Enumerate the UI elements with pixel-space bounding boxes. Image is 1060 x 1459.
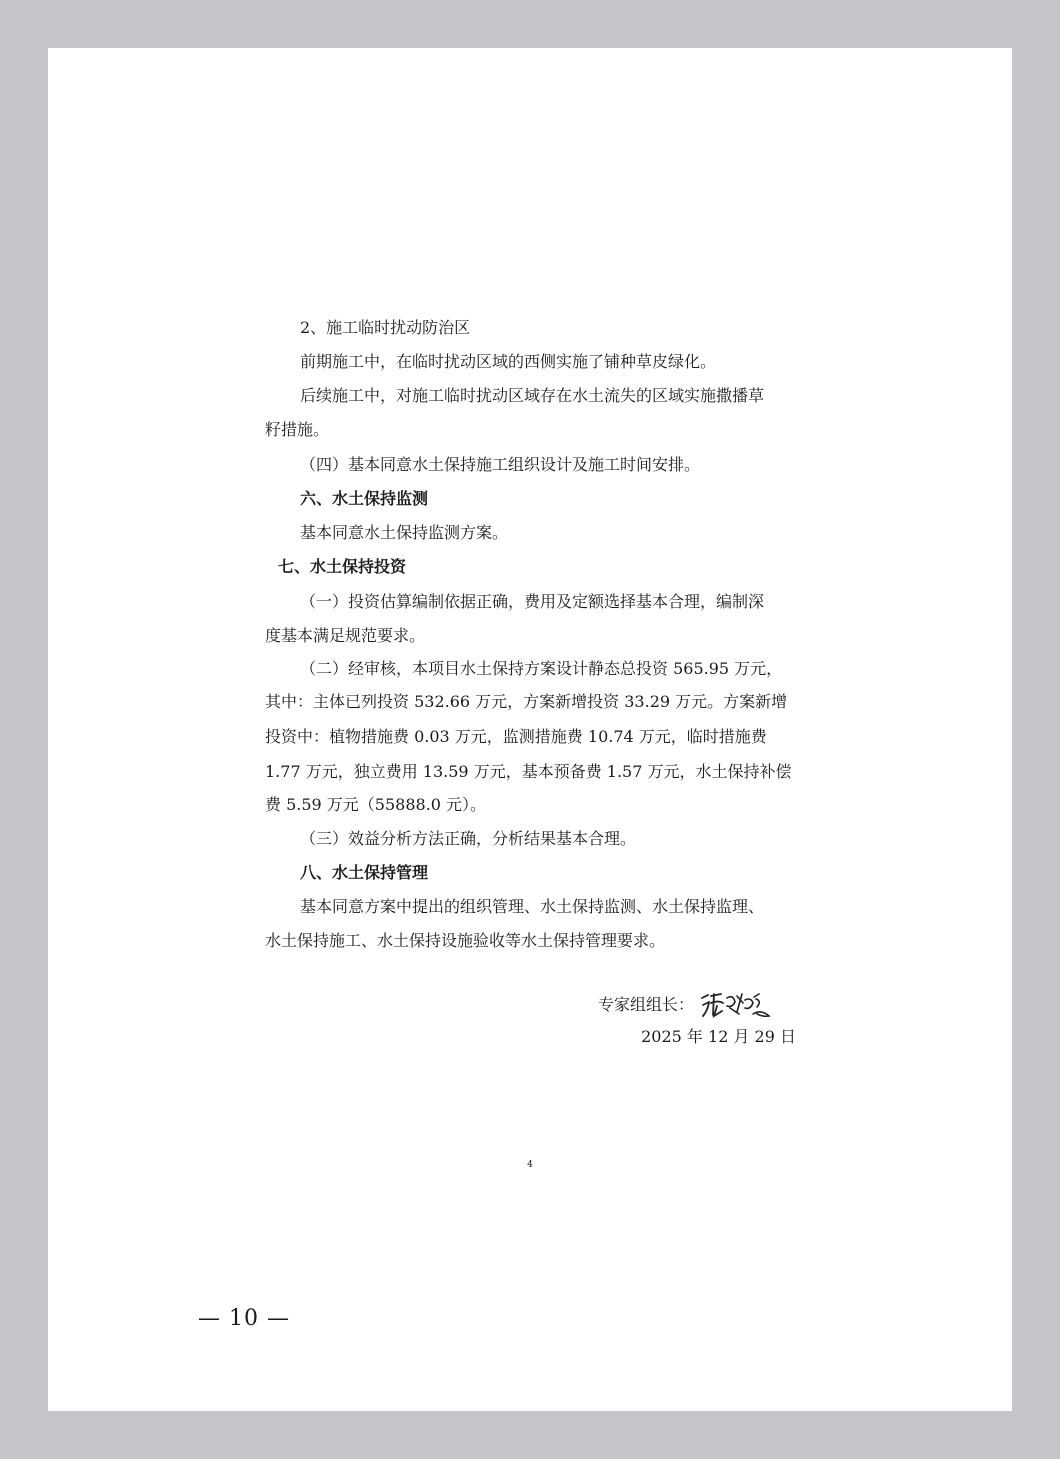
page-number: — 10 — [198, 1306, 290, 1331]
paragraph-line: （四）基本同意水土保持施工组织设计及施工时间安排。 [300, 455, 701, 474]
section-heading: 八、水土保持管理 [300, 863, 429, 882]
paragraph-line: 后续施工中，对施工临时扰动区域存在水土流失的区域实施撒播草 [300, 386, 765, 405]
paragraph-line: 前期施工中，在临时扰动区域的西侧实施了铺种草皮绿化。 [300, 352, 717, 371]
paragraph-line: 基本同意方案中提出的组织管理、水土保持监测、水土保持监理、 [300, 897, 765, 916]
subsection-heading: 2、施工临时扰动防治区 [300, 318, 471, 337]
paragraph-line: 水土保持施工、水土保持设施验收等水土保持管理要求。 [265, 931, 666, 950]
date: 2025 年 12 月 29 日 [641, 1027, 796, 1046]
paragraph-line: 投资中：植物措施费 0.03 万元，监测措施费 10.74 万元，临时措施费 [265, 727, 767, 746]
paragraph-line: 基本同意水土保持监测方案。 [300, 523, 509, 542]
paragraph-line: 费 5.59 万元（55888.0 元）。 [265, 795, 487, 814]
inner-page-number: 4 [527, 1160, 533, 1170]
paragraph-line: 籽措施。 [265, 420, 330, 439]
signature-label: 专家组组长： [598, 995, 695, 1014]
paragraph-line: （二）经审核，本项目水土保持方案设计静态总投资 565.95 万元， [300, 659, 783, 678]
paragraph-line: 1.77 万元，独立费用 13.59 万元，基本预备费 1.57 万元，水土保持补偿 [265, 762, 792, 781]
paragraph-line: （三）效益分析方法正确，分析结果基本合理。 [300, 829, 637, 848]
section-heading: 六、水土保持监测 [300, 489, 429, 508]
paragraph-line: 其中：主体已列投资 532.66 万元，方案新增投资 33.29 万元。方案新增 [265, 692, 788, 711]
handwritten-signature [699, 990, 773, 1020]
paragraph-line: （一）投资估算编制依据正确，费用及定额选择基本合理，编制深 [300, 592, 765, 611]
section-heading: 七、水土保持投资 [278, 557, 407, 576]
paragraph-line: 度基本满足规范要求。 [265, 626, 426, 645]
signature-block [598, 990, 773, 1020]
